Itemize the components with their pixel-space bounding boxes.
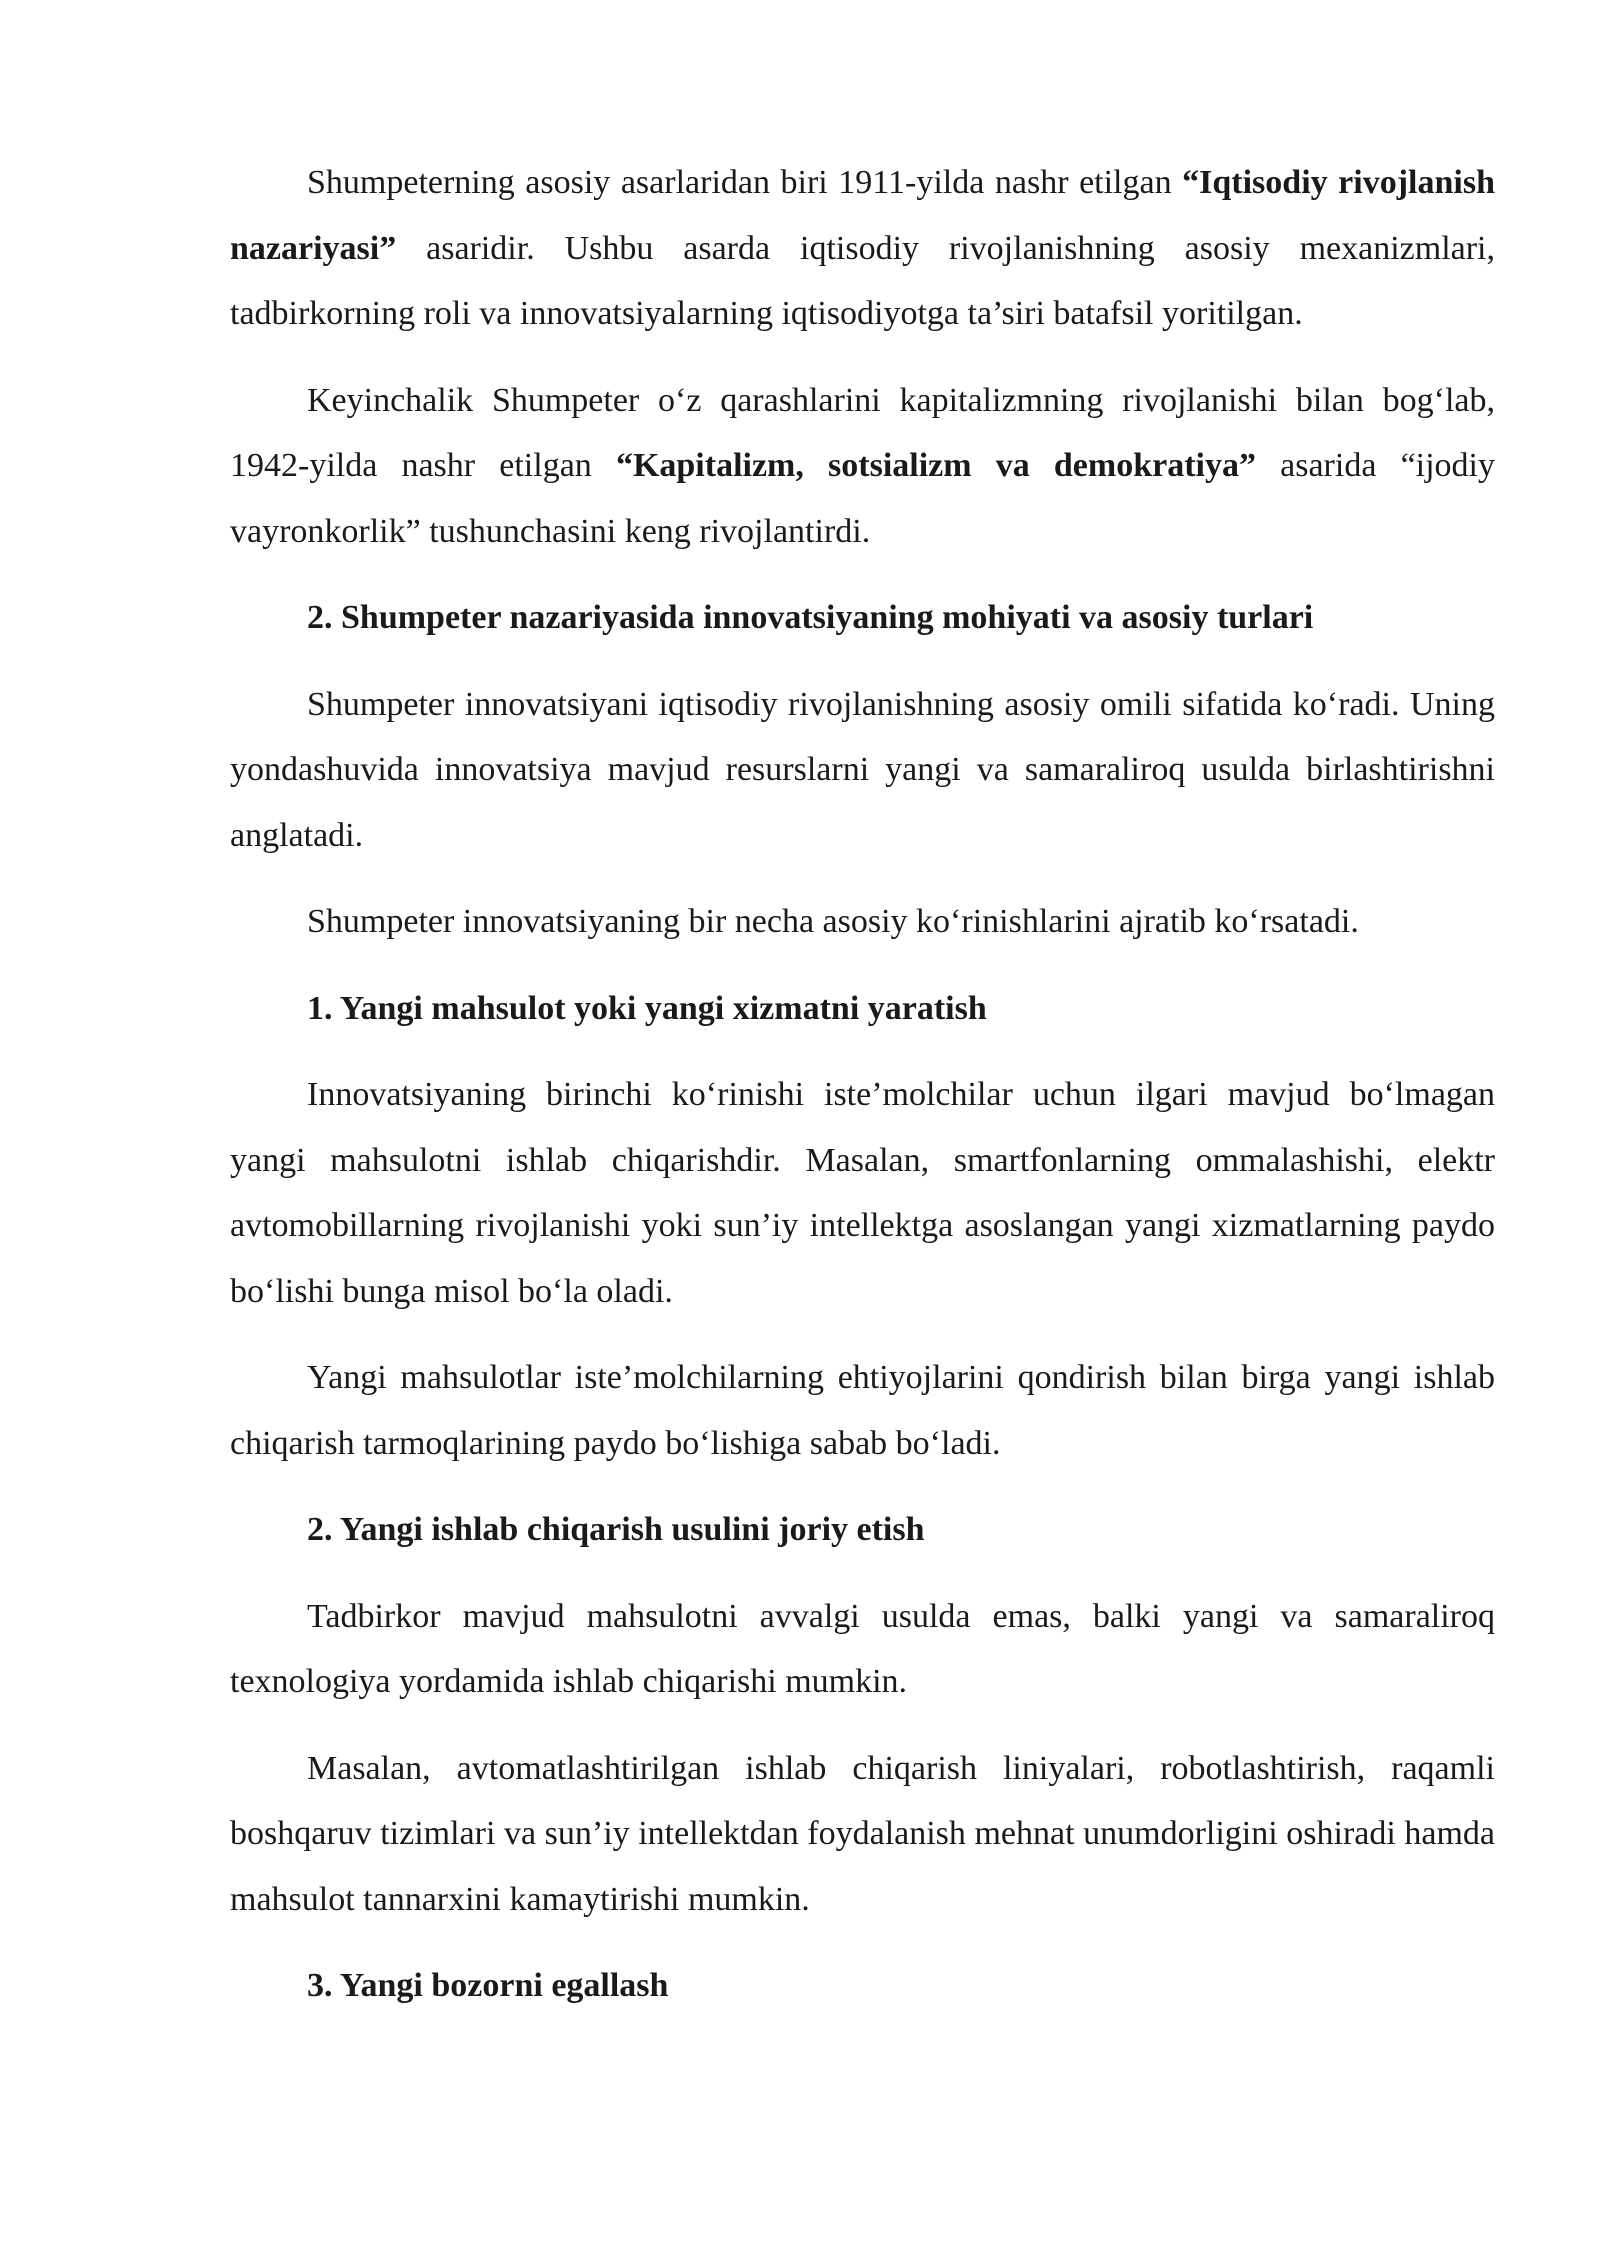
book-title-bold: “Kapitalizm, sotsializm va demokratiya” bbox=[615, 447, 1256, 484]
section-heading: 2. Shumpeter nazariyasida innovatsiyaning mohiyati va asosiy turlari bbox=[307, 599, 1314, 636]
paragraph-new-method: Tadbirkor mavjud mahsulotni avvalgi usulda emas, balki yangi va samaraliroq texnologiya yordamida ishlab chiqarishi mumkin. bbox=[230, 1597, 1495, 1700]
subheading-new-product: 1. Yangi mahsulot yoki yangi xizmatni yaratish bbox=[307, 989, 987, 1027]
paragraph-works-1942 bbox=[230, 368, 1495, 565]
book-title-bold: “Iqtisodiy rivojlanish nazariyasi” bbox=[230, 164, 1495, 267]
subheading-new-market: 3. Yangi bozorni egallash bbox=[307, 1967, 669, 2004]
paragraph-innovation-definition: Shumpeter innovatsiyani iqtisodiy rivojlanishning asosiy omili sifatida ko‘radi. Uning yondashuvida innovatsiya mavjud resurslarni yangi va samaraliroq usulda birlashtirishni anglatadi. bbox=[230, 685, 1495, 854]
paragraph-innovation-types-intro: Shumpeter innovatsiyaning bir necha asosiy ko‘rinishlarini ajratib ko‘rsatadi. bbox=[307, 903, 1359, 940]
paragraph-text: asarida “ijodiy vayronkorlik” tushunchasini keng rivojlantirdi. bbox=[230, 447, 1495, 550]
paragraph-text: Shumpeterning asosiy asarlaridan biri 1911-yilda nashr etilgan bbox=[307, 164, 1183, 201]
paragraph-new-method-example: Masalan, avtomatlashtirilgan ishlab chiqarish liniyalari, robotlashtirish, raqamli boshqaruv tizimlari va sun’iy intellektdan foydalanish mehnat unumdorligini oshiradi hamda mahsulot tannarxini kamaytirishi mumkin. bbox=[230, 1749, 1495, 1918]
subheading-new-method: 2. Yangi ishlab chiqarish usulini joriy etish bbox=[307, 1511, 925, 1548]
paragraph-new-product-effect: Yangi mahsulotlar iste’molchilarning ehtiyojlarini qondirish bilan birga yangi ishlab chiqarish tarmoqlarining paydo bo‘lishiga sabab bo‘ladi. bbox=[230, 1359, 1495, 1462]
document-page bbox=[230, 150, 1495, 2040]
paragraph-new-product: Innovatsiyaning birinchi ko‘rinishi iste’molchilar uchun ilgari mavjud bo‘lmagan yangi mahsulotni ishlab chiqarishdir. Masalan, smartfonlarning ommalashishi, elektr avtomobillarning rivojlanishi yoki sun’iy intellektga asoslangan yangi xizmatlarning paydo bo‘lishi bunga misol bo‘la oladi. bbox=[230, 1076, 1495, 1310]
paragraph-works-1911 bbox=[230, 150, 1495, 347]
paragraph-text: asaridir. Ushbu asarda iqtisodiy rivojlanishning asosiy mexanizmlari, tadbirkorning roli va innovatsiyalarning iqtisodiyotga ta’siri batafsil yoritilgan. bbox=[230, 229, 1495, 332]
paragraph-text: Keyinchalik Shumpeter o‘z qarashlarini kapitalizmning rivojlanishi bilan bog‘lab, 1942-yilda nashr etilgan bbox=[230, 381, 1495, 484]
